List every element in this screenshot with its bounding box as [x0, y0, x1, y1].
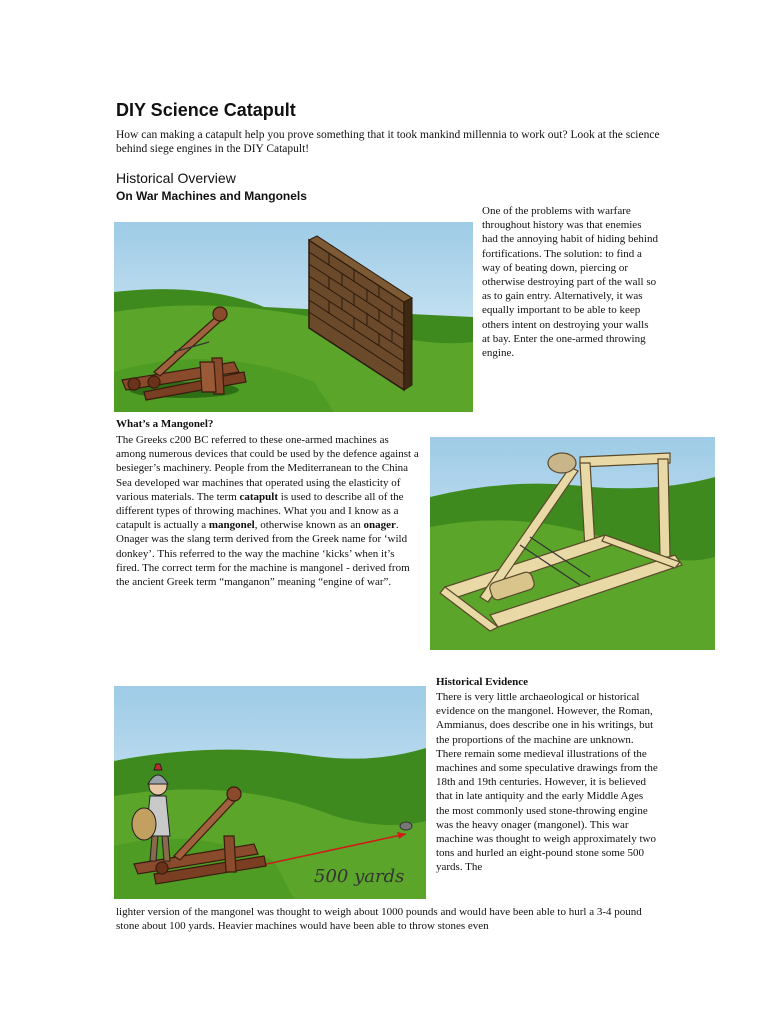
section-subheading: On War Machines and Mangonels [116, 189, 307, 203]
mangonel-wall-illustration [114, 222, 473, 412]
intro-paragraph: How can making a catapult help you prove something that it took mankind millennia to work out? Look at the science behind siege engines in the DIY Catapult! [116, 129, 660, 155]
overview-paragraph: One of the problems with warfare throughout history was that enemies had the annoying habit of hiding behind fortifications. The solution: to find a way of beating down, piercing or otherwise destroying part of the wall so as to gain entry. Alternatively, it was equally important to be able to keep others intent on destroying your walls at bay. Enter the one-armed throwing engine. [482, 205, 658, 360]
term-onager: onager [363, 519, 396, 532]
mangonel-paragraph: The Greeks c200 BC referred to these one-armed machines as among numerous devices that could be used by the defence against a besieger’s machinery. People from the Mediterranean to the China Sea developed war machines that operated using the elasticity of various materials. The term catapult is used to describe all of the different types of throwing machines. What you and I know as a catapult is actually a mangonel, otherwise known as an onager. Onager was the slang term derived from the Greek name for ‘wild donkey’. This referred to the way the machine ‘kicks’ when it’s fired. The correct term for the machine is mangonel - derived from the ancient Greek term “manganon” meaning “engine of war”. [116, 434, 419, 589]
mangonel-heading: What’s a Mangonel? [116, 418, 214, 430]
term-catapult: catapult [239, 490, 279, 503]
page-title: DIY Science Catapult [116, 100, 296, 120]
section-heading: Historical Overview [116, 170, 236, 186]
evidence-paragraph: There is very little archaeological or historical evidence on the mangonel. However, the Roman, Ammianus, does describe one in his writings, but the proportions of the machine are unknown. There remain some medieval illustrations of the machines and some speculative drawings from the 18th and 19th centuries. However, it is believed that in late antiquity and the early Middle Ages the most commonly used stone-throwing engine was the heavy onager (mangonel). This war machine was thought to weigh approximately two tons and hurled an eight-pound stone some 500 yards. The [436, 691, 658, 874]
distance-label: 500 yards [314, 866, 405, 887]
soldier-mangonel-range-illustration [114, 686, 426, 899]
term-mangonel: mangonel [208, 519, 255, 532]
wooden-catapult-illustration [430, 437, 715, 650]
evidence-heading: Historical Evidence [436, 676, 528, 688]
evidence-continued-paragraph: lighter version of the mangonel was thought to weigh about 1000 pounds and would have been able to hurl a 3-4 pound stone about 100 yards. Heavier machines would have been able to throw stones even [116, 906, 642, 933]
stone-icon [400, 822, 412, 830]
